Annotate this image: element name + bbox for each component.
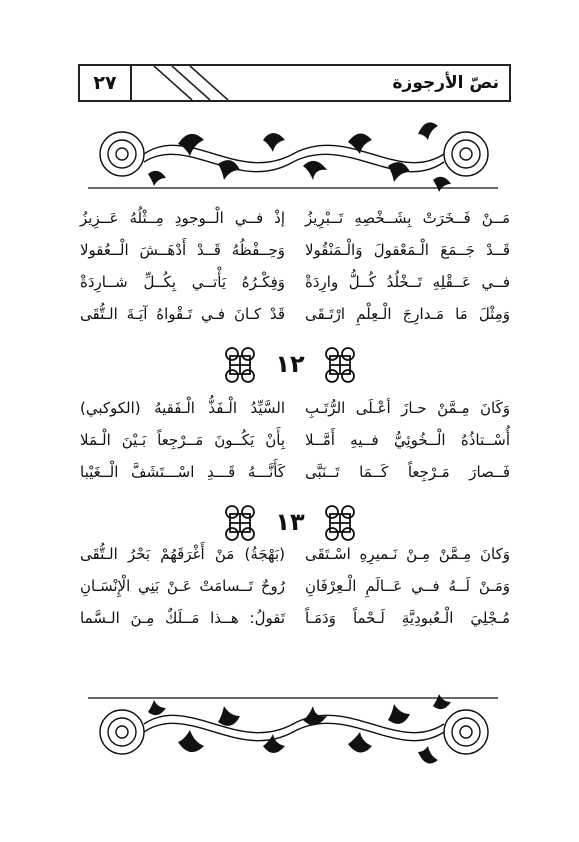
verse-right-hemistich: قَــدْ جَــمَعَ الْـمَعْقولَ وَالْـمَنْقُولا	[305, 241, 510, 259]
section-heading-12	[200, 344, 380, 388]
page-number: ٢٧	[80, 66, 132, 100]
verse-left-hemistich: رُوحٌ تَــسامَتْ عَـنْ بَنِي الْإِنْسَـانِ	[80, 577, 285, 595]
verse-left-hemistich: إذْ فــي الْــوجودِ مِــثْلُهُ عَــزِيزُ	[80, 209, 285, 227]
verse-row	[80, 236, 510, 264]
verse-row	[80, 572, 510, 600]
verse-left-hemistich: (بَهْجَةُ) مَنْ أَغْرَقَهُمْ بَحْرُ الـتُّقَى	[80, 545, 285, 563]
verse-right-hemistich: مُـجْلِيَ الْـعُبودِيَّةِ لَـحْماً وَدَمَـاً	[305, 609, 510, 627]
verse-right-hemistich: وَكَانَ مِـمَّنْ حـازَ أعْـلَى الرُّتَـبِ	[305, 399, 510, 417]
verse-left-hemistich: كَأَنَّـــهُ قَـــدِ اسْـــتَشَفَّ الْــغَيْبا	[80, 463, 285, 481]
verse-row	[80, 458, 510, 486]
verse-right-hemistich: وَكانَ مِـمَّنْ مِـنْ نَـميرِهِ اسْـتَقَى	[305, 545, 510, 563]
verse-row	[80, 426, 510, 454]
verse-right-hemistich: وَمَـنْ لَــهُ فــي عَــالَمِ الْـعِرْفَانِ	[305, 577, 510, 595]
verse-row	[80, 604, 510, 632]
verse-row	[80, 268, 510, 296]
header-slash-decoration	[132, 66, 292, 100]
verse-right-hemistich: وَمِثْلَ مَا مَـدارِجَ الْـعِلْمِ ارْتَـقَى	[305, 305, 510, 323]
verse-left-hemistich: تَقولُ: هــذا مَــلَكٌ مِـنَ الـسَّما	[80, 609, 285, 627]
knot-ornament-icon	[320, 502, 360, 542]
verse-left-hemistich: وَفِكْـرُهُ يَأْتــي بِكُــلِّ شــارِدَةْ	[80, 273, 285, 291]
verse-left-hemistich: وَحِــفْظُهُ قَــدْ أَدْهَــشَ الْــعُقولا	[80, 241, 285, 259]
bottom-ornament	[88, 684, 498, 772]
verse-left-hemistich: السَّيِّدُ الْـفَذُّ الْـفَقيهُ (الكوكبي)	[80, 399, 285, 417]
knot-ornament-icon	[220, 502, 260, 542]
section-number: ١٢	[275, 350, 305, 378]
section-number: ١٣	[275, 508, 305, 536]
verse-right-hemistich: فــي عَــقْلِهِ تَــخْلُدُ كُــلُّ وارِدَةْ	[305, 273, 510, 291]
verse-row	[80, 300, 510, 328]
top-ornament	[88, 114, 498, 202]
verse-row	[80, 540, 510, 568]
knot-ornament-icon	[320, 344, 360, 384]
verse-right-hemistich: فَــصارَ مَـرْجِعاً كَــمَا تَــنَبَّى	[305, 463, 510, 481]
verse-right-hemistich: أُسْــتاذُهُ الْــخُوئِيُّ فــيهِ أَمَّــلا	[305, 431, 510, 449]
verse-row	[80, 394, 510, 422]
page-header	[78, 64, 511, 102]
page-title: نصّ الأرجوزة	[392, 73, 499, 93]
knot-ornament-icon	[220, 344, 260, 384]
verse-left-hemistich: بِأَنْ يَكُــونَ مَــرْجِعاً بَـيْنَ الْـمَلا	[80, 431, 285, 449]
verse-right-hemistich: مَــنْ فَــخَرَتْ بِشَــخْصِهِ تَــبْرِيزُ	[305, 209, 510, 227]
verse-row	[80, 204, 510, 232]
verse-left-hemistich: قَدْ كـانَ فـي تَـقْواهُ آيَـةَ الـتُّقَى	[80, 305, 285, 323]
